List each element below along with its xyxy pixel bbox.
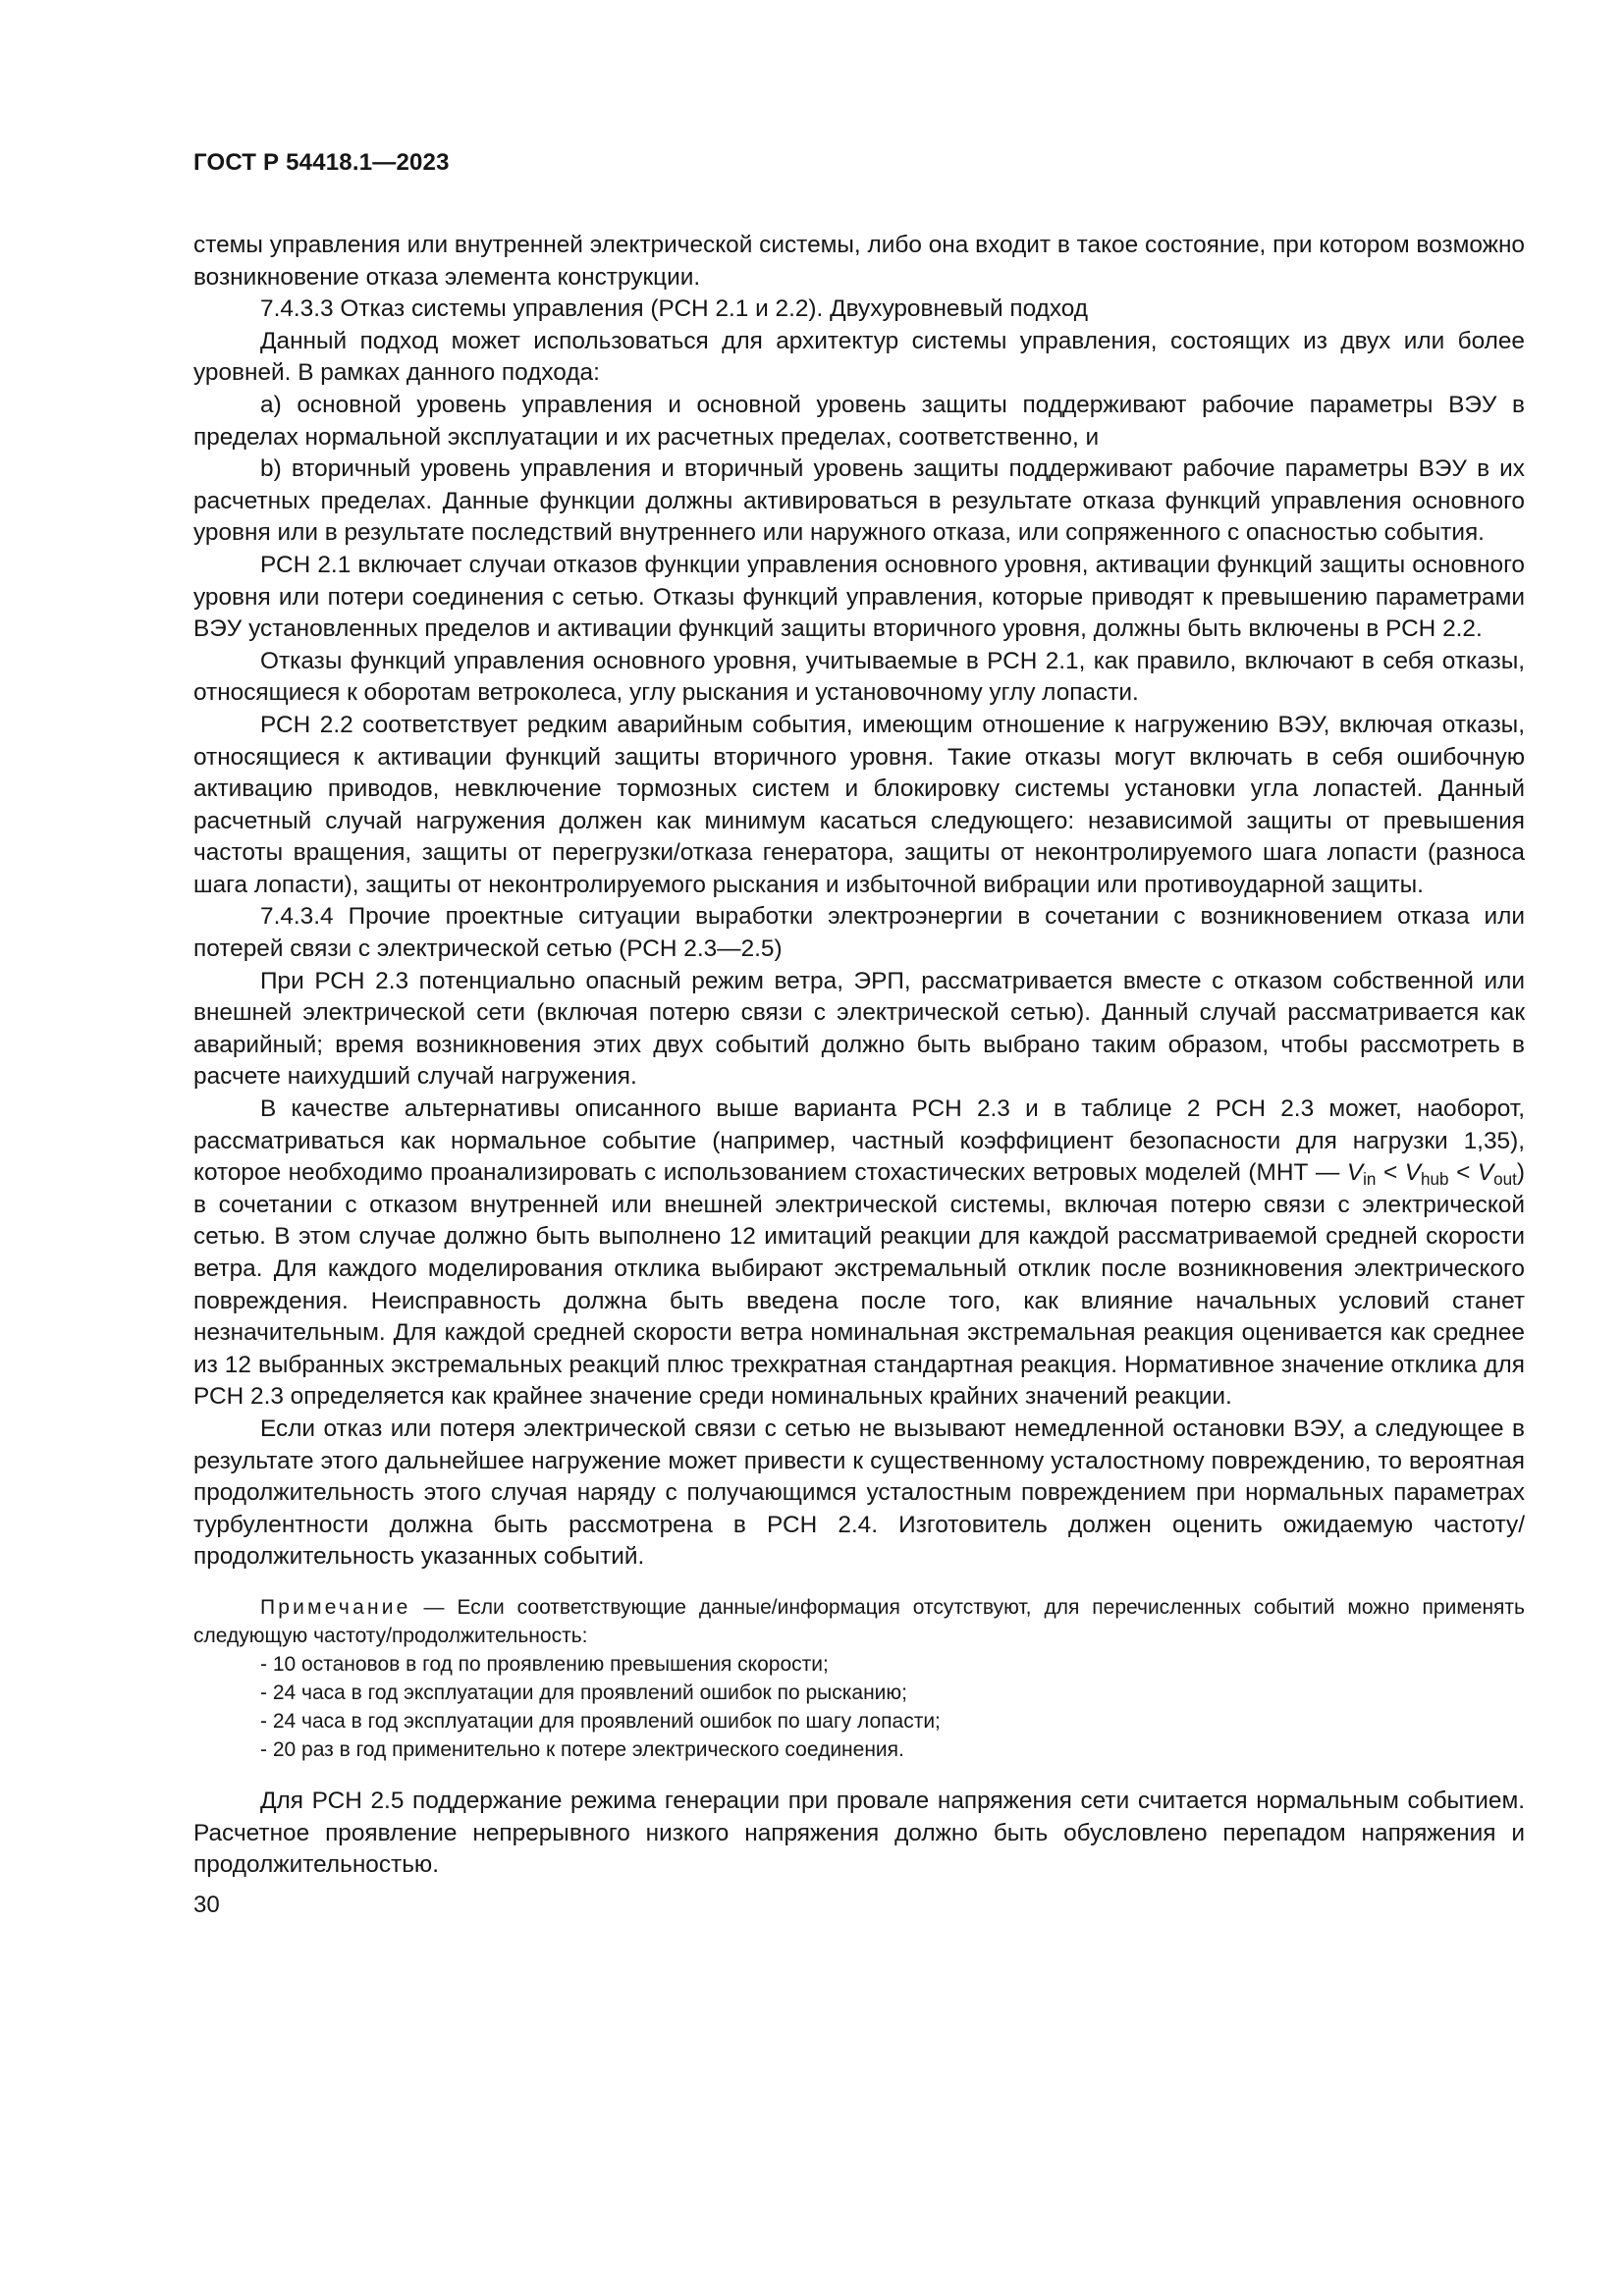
formula-v-in: V [1346,1159,1364,1187]
section-heading-7-4-3-4: 7.4.3.4 Прочие проектные ситуации выработки электроэнергии в сочетании с возникновением отказа или потерей связи с электрической сетью (РСН 2.3—2.5) [193,903,1525,963]
formula-sub-out: out [1493,1170,1517,1190]
paragraph: Отказы функций управления основного уровня, учитываемые в РСН 2.1, как правило, включают в себя отказы, относящиеся к оборотам ветроколеса, углу рыскания и установочному углу лопасти. [193,647,1525,707]
formula-v-hub: V [1404,1159,1422,1187]
formula-sub-in: in [1363,1170,1377,1190]
note-list-item: - 24 часа в год эксплуатации для проявлений ошибок по рысканию; [260,1681,907,1704]
paragraph-final: Для РСН 2.5 поддержание режима генерации при провале напряжения сети считается нормальным событием. Расчетное проявление непрерывного низкого напряжения должно быть обусловлено перепадом напряжения и продолжительностью. [193,1787,1525,1879]
section-heading-7-4-3-3: 7.4.3.3 Отказ системы управления (РСН 2.1 и 2.2). Двухуровневый подход [260,295,1089,323]
document-header: ГОСТ Р 54418.1—2023 [193,149,450,176]
paragraph: При РСН 2.3 потенциально опасный режим ветра, ЭРП, рассматривается вместе с отказом собственной или внешней электрической сети (включая потерю связи с электрической сетью). Данный случай рассматривается как аварийный; время возникновения этих двух событий должно быть выбрано таким образом, чтобы рассмотреть в расчете наихудший случай нагружения. [193,967,1525,1091]
note-list-item: - 20 раз в год применительно к потере электрического соединения. [260,1737,904,1761]
paragraph-continuation: стемы управления или внутренней электрической системы, либо она входит в такое состояние, при котором возможно возникновение отказа элемента конструкции. [193,232,1525,291]
note-text [193,1593,1525,1650]
formula-lt-2: < [1448,1159,1478,1187]
formula-text-before: В качестве альтернативы описанного выше варианта РСН 2.3 и в таблице 2 РСН 2.3 может, наоборот, рассматриваться как нормальное событие (например, частный коэффициент безопасности для нагрузки 1,35), которое необходимо проанализировать с использованием стохастических ветровых моделей (МНТ — [193,1095,1525,1187]
paragraph: Данный подход может использоваться для архитектур системы управления, состоящих из двух или более уровней. В рамках данного подхода: [193,327,1525,387]
page-number: 30 [193,1891,220,1918]
paragraph: РСН 2.1 включает случаи отказов функции управления основного уровня, активации функций защиты основного уровня или потери соединения с сетью. Отказы функций управления, которые приводят к превышению параметрами ВЭУ установленных пределов и активации функций защиты вторичного уровня, должны быть включены в РСН 2.2. [193,551,1525,643]
note-label: Примечание [260,1595,411,1619]
formula-lt-1: < [1376,1159,1405,1187]
note-list-item: - 24 часа в год эксплуатации для проявлений ошибок по шагу лопасти; [260,1709,941,1733]
paragraph: Если отказ или потеря электрической связи с сетью не вызывают немедленной остановки ВЭУ, а следующее в результате этого дальнейшее нагружение может привести к существенному усталостному повреждению, то вероятная продолжительность этого случая наряду с получающимся усталостным повреждением при нормальных параметрах турбулентности должна быть рассмотрена в РСН 2.4. Изготовитель должен оценить ожидаемую частоту/продолжительность указанных событий. [193,1415,1525,1571]
paragraph-with-formula [193,1094,1525,1414]
note-block [193,1593,1525,1764]
list-item-b: b) вторичный уровень управления и вторичный уровень защиты поддерживают рабочие параметры ВЭУ в их расчетных пределах. Данные функции должны активироваться в результате отказа функций управления основного уровня или в результате последствий внутреннего или наружного отказа, или сопряженного с опасностью события. [193,455,1525,547]
formula-v-out: V [1477,1159,1494,1187]
document-page [193,147,1525,1921]
note-list-item: - 10 остановов в год по проявлению превышения скорости; [260,1652,829,1676]
list-item-a: a) основной уровень управления и основной уровень защиты поддерживают рабочие параметры ВЭУ в пределах нормальной эксплуатации и их расчетных пределах, соответственно, и [193,391,1525,451]
formula-sub-hub: hub [1421,1170,1449,1190]
paragraph: РСН 2.2 соответствует редким аварийным события, имеющим отношение к нагружению ВЭУ, включая отказы, относящиеся к активации функций защиты вторичного уровня. Такие отказы могут включать в себя ошибочную активацию приводов, невключение тормозных систем и блокировку системы установки угла лопастей. Данный расчетный случай нагружения должен как минимум касаться следующего: независимой защиты от превышения частоты вращения, защиты от перегрузки/отказа генератора, защиты от неконтролируемого шага лопасти (разноса шага лопасти), защиты от неконтролируемого рыскания и избыточной вибрации или противоударной защиты. [193,711,1525,898]
formula-text-after: ) в сочетании с отказом внутренней или внешней электрической системы, включая потерю связи с электрической сетью. В этом случае должно быть выполнено 12 имитаций реакции для каждой рассматриваемой средней скорости ветра. Для каждого моделирования отклика выбирают экстремальный отклик после возникновения электрического повреждения. Неисправность должна быть введена после того, как влияние начальных условий станет незначительным. Для каждой средней скорости ветра номинальная экстремальная реакция оценивается как среднее из 12 выбранных экстремальных реакций плюс трехкратная стандартная реакция. Нормативное значение отклика для РСН 2.3 определяется как крайнее значение среди номинальных крайних значений реакции. [193,1159,1526,1411]
note-body: — Если соответствующие данные/информация отсутствуют, для перечисленных событий можно применять следующую частоту/продолжительность: [193,1595,1525,1647]
